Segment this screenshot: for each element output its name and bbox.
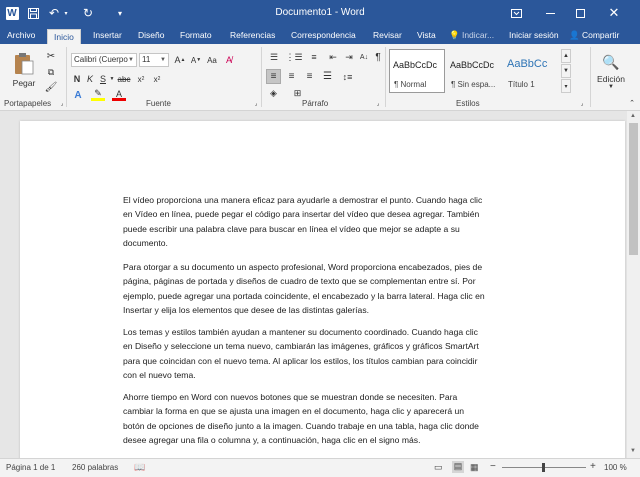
minimize-icon[interactable] (540, 4, 560, 22)
align-center-icon[interactable]: ≡ (288, 71, 295, 82)
bullets-icon[interactable]: ☰ (269, 51, 279, 62)
paragraph-launcher-icon[interactable]: ⌟ (376, 100, 380, 107)
shading-icon[interactable]: ◈ (270, 88, 277, 98)
tab-referencias[interactable]: Referencias (230, 30, 276, 40)
text-line: con el nuevo tema. (123, 370, 196, 381)
numbering-icon[interactable]: ⋮☰ (285, 51, 303, 62)
style-normal[interactable] (389, 49, 445, 93)
status-bar (0, 458, 640, 477)
font-group-label: Fuente (146, 99, 171, 108)
word-count[interactable]: 260 palabras (72, 463, 119, 472)
read-mode-icon[interactable]: ▭ (434, 462, 443, 472)
tell-me-box[interactable] (448, 28, 495, 44)
format-painter-icon[interactable]: 🖌 (44, 81, 58, 93)
styles-scroll-down-icon[interactable]: ▼ (561, 64, 571, 78)
text-line: documento. (123, 238, 168, 249)
paste-label: Pegar (12, 78, 36, 88)
text-line: Insertar y elija los elementos que desee de las distintas galerías. (123, 305, 370, 316)
chevron-down-icon: ▼ (128, 57, 134, 63)
text-line: en Vídeo en línea, puede pegar el código para insertar del vídeo que desea agregar. También (123, 209, 480, 220)
magnifier-icon: 🔍 (602, 54, 620, 70)
text-line: Ahorre tiempo en Word con nuevos botones que se muestran donde se necesiten. Para (123, 392, 458, 402)
strikethrough-icon[interactable]: abc (117, 74, 131, 84)
text-line: para que coincidan con el nuevo tema. Al aplicar los estilos, los títulos cambian para coincidir (123, 355, 478, 366)
group-divider (261, 47, 262, 107)
decrease-indent-icon[interactable]: ⇤ (329, 51, 337, 62)
style-sample: AaBbCc (507, 58, 548, 70)
signin-link[interactable]: Iniciar sesión (509, 30, 559, 40)
change-case-icon[interactable]: Aa (207, 55, 217, 65)
group-divider (66, 47, 67, 107)
word-app-icon[interactable]: W (7, 7, 17, 19)
increase-indent-icon[interactable]: ⇥ (345, 51, 353, 62)
text-line: puede escribir una palabra clave para buscar en línea el vídeo que mejor se adapte a su (123, 223, 460, 234)
zoom-out-icon[interactable]: − (490, 461, 496, 472)
tab-correspondencia[interactable]: Correspondencia (291, 30, 356, 40)
proofing-icon[interactable]: 📖 (134, 462, 146, 472)
group-divider (385, 47, 386, 107)
tab-vista[interactable]: Vista (417, 30, 436, 40)
editing-label: Edición (597, 74, 625, 84)
sort-icon[interactable]: A↓ (359, 53, 369, 61)
scroll-down-icon[interactable]: ▼ (630, 448, 636, 454)
web-layout-icon[interactable]: ▦ (470, 462, 479, 472)
copy-icon[interactable]: ⧉ (47, 66, 55, 77)
style-name: ¶ Normal (394, 80, 427, 89)
font-size-value: 11 (142, 55, 151, 64)
clipboard-group-label: Portapapeles (4, 99, 52, 108)
scroll-up-icon[interactable]: ▲ (630, 113, 636, 119)
text-line: Para otorgar a su documento un aspecto profesional, Word proporciona encabezados, pies de (123, 262, 483, 272)
text-line: ejemplo, puede agregar una portada coincidente, el encabezado y la barra lateral. Haga clic en (123, 290, 485, 301)
line-spacing-icon[interactable]: ↕≡ (342, 71, 353, 82)
zoom-level[interactable]: 100 % (604, 463, 627, 472)
styles-scroll-up-icon[interactable]: ▲ (561, 49, 571, 63)
undo-dropdown-icon[interactable]: ▾ (64, 10, 68, 17)
clipboard-icon (13, 52, 35, 76)
maximize-icon[interactable] (570, 4, 590, 22)
font-name-select[interactable] (71, 53, 137, 67)
paragraph-group-label: Párrafo (302, 99, 329, 108)
ribbon-options-icon[interactable] (508, 4, 524, 22)
tab-diseno[interactable]: Diseño (138, 30, 165, 40)
styles-group-label: Estilos (456, 99, 480, 108)
title-bar (0, 0, 640, 28)
font-size-select[interactable] (139, 53, 169, 67)
style-name: ¶ Sin espa... (451, 80, 496, 89)
tab-revisar[interactable]: Revisar (373, 30, 402, 40)
style-sample: AaBbCcDc (450, 60, 495, 70)
styles-more-icon[interactable]: ▾ (561, 79, 571, 93)
text-line: Los temas y estilos también ayudan a mantener su documento coordinado. Cuando haga clic (123, 327, 478, 337)
ribbon-tabs (0, 28, 640, 44)
collapse-ribbon-icon[interactable]: ⌃ (629, 100, 635, 107)
editing-button[interactable] (594, 50, 628, 94)
superscript-icon[interactable]: x 2 (153, 74, 161, 84)
tab-inicio[interactable]: Inicio (47, 29, 81, 44)
font-color-icon[interactable]: A (112, 89, 126, 101)
grow-font-icon[interactable]: A ▲ (174, 55, 186, 65)
show-marks-icon[interactable]: ¶ (375, 51, 381, 63)
person-icon: 👤 (569, 30, 580, 40)
page-count[interactable]: Página 1 de 1 (6, 463, 56, 472)
justify-icon[interactable]: ☰ (323, 71, 332, 82)
subscript-icon[interactable]: x 2 (137, 74, 145, 84)
zoom-slider[interactable] (502, 467, 586, 468)
zoom-slider-thumb[interactable] (542, 463, 545, 472)
ribbon (0, 44, 640, 111)
text-line: cambiar la forma en que se ajusta una imagen en el documento, haga clic y aparecerá un (123, 406, 465, 417)
tab-formato[interactable]: Formato (180, 30, 212, 40)
text-line: desee agregar una fila o columna y, a continuación, haga clic en el signo más. (123, 435, 421, 446)
text-line: página, páginas de portada y diseños de cuadro de texto que se complementan entre sí. Por (123, 276, 476, 287)
tab-archivo[interactable]: Archivo (7, 30, 36, 40)
scroll-thumb[interactable] (629, 123, 638, 255)
style-no-spacing[interactable] (446, 49, 502, 93)
highlight-icon[interactable]: ✎ (91, 89, 105, 101)
borders-icon[interactable]: ⊞ (293, 88, 302, 98)
multilevel-list-icon[interactable]: ≡ (311, 52, 317, 62)
document-workspace (0, 111, 640, 458)
align-left-icon[interactable]: ≡ (266, 69, 281, 84)
font-launcher-icon[interactable]: ⌟ (254, 100, 258, 107)
share-button[interactable] (568, 28, 620, 44)
chevron-down-icon: ▼ (608, 84, 614, 90)
underline-dropdown-icon[interactable]: ▼ (109, 76, 115, 82)
redo-icon[interactable]: ↻ (82, 6, 94, 20)
lightbulb-icon: 💡 (449, 30, 460, 40)
text-line: botón de opciones de diseño junto a la imagen. Cuando trabaje en una tabla, haga clic donde (123, 420, 479, 431)
tell-me-label: Indicar... (461, 30, 495, 40)
styles-launcher-icon[interactable]: ⌟ (580, 100, 584, 107)
align-right-icon[interactable]: ≡ (306, 71, 313, 82)
bold-icon[interactable]: N (73, 74, 81, 84)
document-page[interactable] (20, 121, 625, 466)
style-heading-1[interactable] (503, 49, 559, 93)
tab-insertar[interactable]: Insertar (93, 30, 122, 40)
group-divider (590, 47, 591, 107)
paragraph[interactable] (123, 325, 543, 383)
customize-toolbar-icon[interactable]: ▾ (117, 8, 122, 18)
share-label: Compartir (581, 30, 620, 40)
paste-button[interactable] (6, 48, 42, 92)
undo-icon[interactable]: ↶ (48, 6, 60, 20)
text-line: en Diseño y seleccione un tema nuevo, cambiarán las imágenes, gráficos y gráficos SmartArt (123, 341, 479, 352)
paragraph[interactable] (123, 390, 543, 448)
paragraph[interactable] (123, 193, 543, 251)
style-name: Título 1 (508, 80, 535, 89)
zoom-in-icon[interactable]: + (590, 461, 596, 472)
underline-icon[interactable]: S (99, 74, 106, 84)
text-line: El vídeo proporciona una manera eficaz para ayudarle a demostrar el punto. Cuando haga clic (123, 195, 483, 205)
chevron-down-icon: ▼ (160, 57, 166, 63)
print-layout-icon[interactable]: ▤ (453, 461, 463, 471)
close-icon[interactable]: ✕ (608, 5, 620, 20)
shrink-font-icon[interactable]: A ▼ (190, 55, 202, 65)
cut-icon[interactable]: ✂ (46, 50, 56, 62)
font-name-value: Calibri (Cuerpo (74, 55, 128, 64)
style-sample: AaBbCcDc (393, 60, 438, 70)
clear-format-icon[interactable]: A̸ (225, 55, 232, 65)
vertical-scrollbar[interactable] (627, 111, 640, 458)
window-title: Documento1 - Word (275, 7, 365, 18)
italic-icon[interactable]: K (86, 74, 93, 84)
clipboard-launcher-icon[interactable]: ⌟ (60, 100, 64, 107)
text-effects-icon[interactable]: A (74, 89, 82, 101)
paragraph[interactable] (123, 260, 543, 318)
